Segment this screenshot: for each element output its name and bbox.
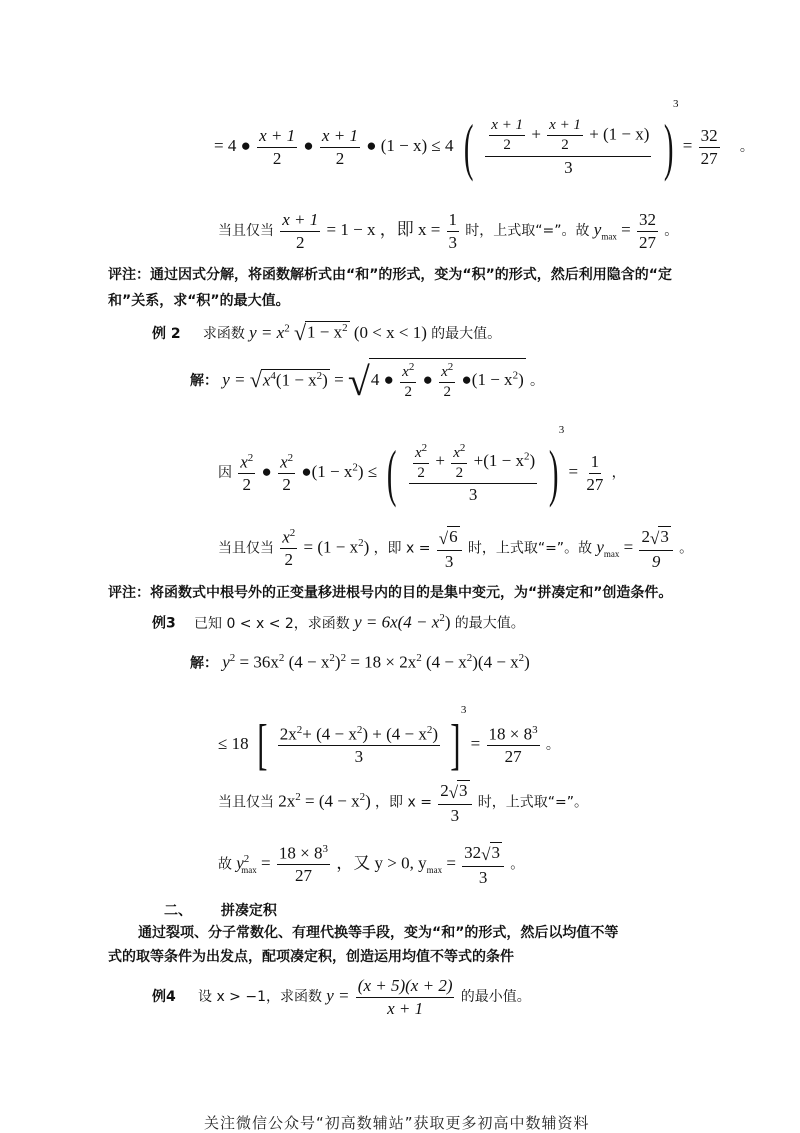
comment-1-line-1: 评注：通过因式分解，将函数解析式由“和”的形式，变为“积”的形式，然后利用隐含的“定: [108, 267, 673, 283]
expr: 2x: [278, 791, 296, 811]
text: 故: [218, 856, 232, 873]
y: y: [596, 537, 604, 557]
result-fraction: $\frac{32}{27}$: [700, 126, 718, 168]
paragraph-line-2: 式的取等条件为出发点，配项凑定积，创造运用均值不等式的条件: [108, 949, 514, 965]
text: 求函数: [202, 326, 245, 342]
expr: = (4 − x: [305, 791, 360, 811]
expr: )(4 − x: [472, 652, 519, 672]
text: ，即 x =: [375, 794, 432, 811]
text: ，即 x =: [373, 540, 431, 557]
exponent: 3: [460, 704, 467, 716]
radical: √: [249, 367, 262, 393]
equals: =: [261, 853, 271, 873]
period: 。: [545, 737, 560, 753]
exponent: 3: [673, 98, 679, 110]
right-bracket: ]: [450, 714, 461, 777]
exponent: 3: [558, 424, 565, 436]
fraction: $\frac{x + 1}{2}$: [321, 126, 358, 168]
text: ，又 y > 0, y: [336, 853, 427, 873]
inequality-3: [218, 704, 560, 777]
example-label: 例 2: [152, 326, 181, 342]
section-title: 拼凑定积: [220, 903, 277, 919]
exponent: 2: [284, 322, 290, 335]
radicand: $x^4(1 - x^2)$: [262, 369, 328, 390]
period: 。: [739, 139, 754, 155]
equation-line-1: [214, 98, 754, 183]
radicand: 4 ● $\frac{x^2}{2}$ ● $\frac{x^2}{2}$ ●(1 − $x^2$): [369, 358, 526, 402]
expr: ): [365, 791, 371, 811]
le: ≤: [367, 462, 378, 481]
text: 当且仅当: [218, 222, 274, 239]
fraction: $\frac{x^2}{2}$: [240, 451, 254, 494]
range: (0 < x < 1): [353, 323, 427, 342]
text: ): [444, 612, 451, 632]
text: 的最小值。: [460, 988, 531, 1005]
text: ≤ 18: [218, 734, 249, 753]
period: 。: [664, 222, 679, 239]
expr: (4 − x: [288, 652, 330, 672]
right-paren: ): [663, 111, 674, 183]
solution-3: 解： $y^2 = 36x^2$ $(4 - x^2)^2 = 18 \times 2x^2$ $(4 - x^2)(4 - x^2)$: [190, 652, 530, 672]
paragraph-line-1: 通过裂项、分子常数化、有理代换等手段，变为“和”的形式，然后以均值不等: [138, 925, 619, 941]
text: 时，上式取“=”。故: [465, 222, 590, 239]
section-heading: [164, 900, 277, 920]
text: = (1 − x: [303, 537, 359, 557]
right-paren: ): [549, 437, 559, 509]
subscript: max: [601, 231, 617, 242]
section-number: 二、: [164, 903, 192, 919]
left-paren: (: [463, 111, 474, 183]
y: y: [236, 853, 244, 873]
equals: =: [621, 219, 631, 239]
big-fraction: $\frac{2x^2+ (4 - x^2) + (4 - x^2)}{3}$: [279, 723, 439, 766]
fraction: $\frac{√6}{3}$: [437, 526, 462, 571]
equality-condition-3: 当且仅当 $2x^2 = (4 - x^2)$ ，即 x = $\frac{2√3}{3}$ 时，上式取“=”。: [218, 781, 589, 825]
fraction: $\frac{x^2}{2}$: [282, 527, 296, 570]
big-fraction: $\frac{x^2}{2}$ + $\frac{x^2}{2}$ $+(1 - x^2)$ 3: [409, 442, 537, 505]
equals: =: [568, 462, 579, 481]
expr: y = x: [249, 323, 285, 342]
subscript: max: [426, 864, 443, 875]
text: y =: [222, 370, 246, 390]
equals: =: [446, 853, 456, 873]
example-3: 例3 已知 0 < x < 2，求函数 $y = 6x(4 - x^2)$ 的最大值。: [152, 612, 525, 632]
text: 因: [218, 465, 232, 481]
text: 当且仅当: [218, 540, 274, 557]
period: 。: [529, 373, 544, 390]
footer-note: 关注微信公众号“初高数辅站”获取更多初高中数辅资料: [204, 1114, 590, 1132]
comment-2: 评注：将函数式中根号外的正变量移进根号内的目的是集中变元，为“拼凑定和”创造条件。: [108, 585, 673, 601]
subscript: max: [241, 864, 257, 875]
fraction: $\frac{1}{27}$: [586, 452, 604, 494]
example-2: [152, 320, 501, 346]
text: ): [357, 462, 364, 481]
example-4: [152, 976, 531, 1018]
fraction: $\frac{18 \times 8^3}{27}$: [488, 723, 538, 766]
big-fraction: $\frac{x + 1}{2}$ + $\frac{x + 1}{2}$ + (1 − x) 3: [485, 117, 651, 177]
expr: ): [334, 652, 341, 672]
y: y =: [326, 985, 350, 1005]
fraction: $\frac{32}{27}$: [638, 210, 656, 252]
fraction: $\frac{x^2}{2}$: [280, 451, 294, 494]
expr: = 36x: [239, 652, 279, 672]
expr: ): [524, 652, 530, 672]
equals: =: [623, 537, 634, 557]
inequality-2: 因 $\frac{x^2}{2}$ ● $\frac{x^2}{2}$ ●(1 − $x^2$) ≤ ( $\frac{x^2}{2}$ + $\frac{x^2}{2}$ $+(1 - x^2)$ 3 )$^3$ = $\frac{1}{27}$ ，: [218, 424, 626, 509]
fraction: $\frac{18 \times 8^3}{27}$: [278, 843, 328, 886]
y: y: [222, 652, 230, 672]
solution-label: 解：: [190, 373, 218, 390]
text: ): [363, 537, 370, 557]
equals: =: [470, 734, 481, 753]
text: 时，上式取“=”。: [477, 794, 589, 811]
left-bracket: [: [257, 714, 268, 777]
text: ●(1 − x: [301, 462, 353, 481]
comma: ，: [611, 465, 626, 481]
dot: ●: [303, 136, 314, 155]
radicand: $1 - x^2$: [307, 322, 348, 342]
solution-label: 解：: [190, 655, 218, 672]
term: ● (1 − x) ≤ 4: [366, 136, 454, 155]
expr: = 18 × 2x: [350, 652, 417, 672]
fraction: $\frac{32√3}{3}$: [462, 842, 504, 887]
comment-1-line-2: 和”关系，求“积”的最大值。: [108, 293, 290, 309]
solution-2: [190, 358, 544, 405]
radical: √: [347, 359, 370, 405]
text: = 1 − x ，即 x =: [326, 219, 441, 239]
expr: y = 6x(4 − x: [354, 612, 440, 632]
example-label: 例3: [152, 615, 176, 632]
text: 当且仅当: [218, 794, 274, 811]
radical: √: [293, 320, 307, 345]
text: 时，上式取“=”。故: [467, 540, 593, 557]
fraction: $\frac{(x + 5)(x + 2)}{x + 1}$: [357, 976, 453, 1018]
text: 的最大值。: [454, 615, 525, 632]
conclusion-3: 故 $y^2_{max}$ = $\frac{18 \times 8^3}{27}$ ，又 y > 0, $y_{max}$ = $\frac{32√3}{3}$ 。: [218, 843, 525, 887]
left-paren: (: [387, 437, 397, 509]
fraction: $\frac{x + 1}{2}$: [259, 126, 296, 168]
dot: ●: [261, 462, 272, 481]
period: 。: [510, 856, 525, 873]
fraction: $\frac{2√3}{3}$: [438, 780, 471, 825]
text: 设 x > −1，求函数: [198, 988, 323, 1005]
text: 已知 0 < x < 2，求函数: [194, 615, 350, 632]
equality-condition-2: 当且仅当 $\frac{x^2}{2}$ = $(1 - x^2)$ ，即 x = $\frac{√6}{3}$ 时，上式取“=”。故 $y_{max}$ = $\frac{2√3}{9}$ 。: [218, 527, 694, 571]
term: = 4 ●: [214, 136, 251, 155]
text: 的最大值。: [431, 326, 502, 342]
equals: =: [682, 136, 693, 155]
fraction: $\frac{x + 1}{2}$: [282, 210, 319, 252]
expr: (4 − x: [426, 652, 467, 672]
equals: =: [334, 370, 344, 390]
y: y: [593, 219, 602, 239]
fraction: $\frac{2√3}{9}$: [639, 526, 672, 571]
subscript: max: [603, 548, 620, 559]
equality-condition-1: [218, 210, 678, 252]
example-label: 例4: [152, 988, 176, 1005]
fraction: $\frac{1}{3}$: [448, 210, 458, 252]
period: 。: [679, 540, 694, 557]
